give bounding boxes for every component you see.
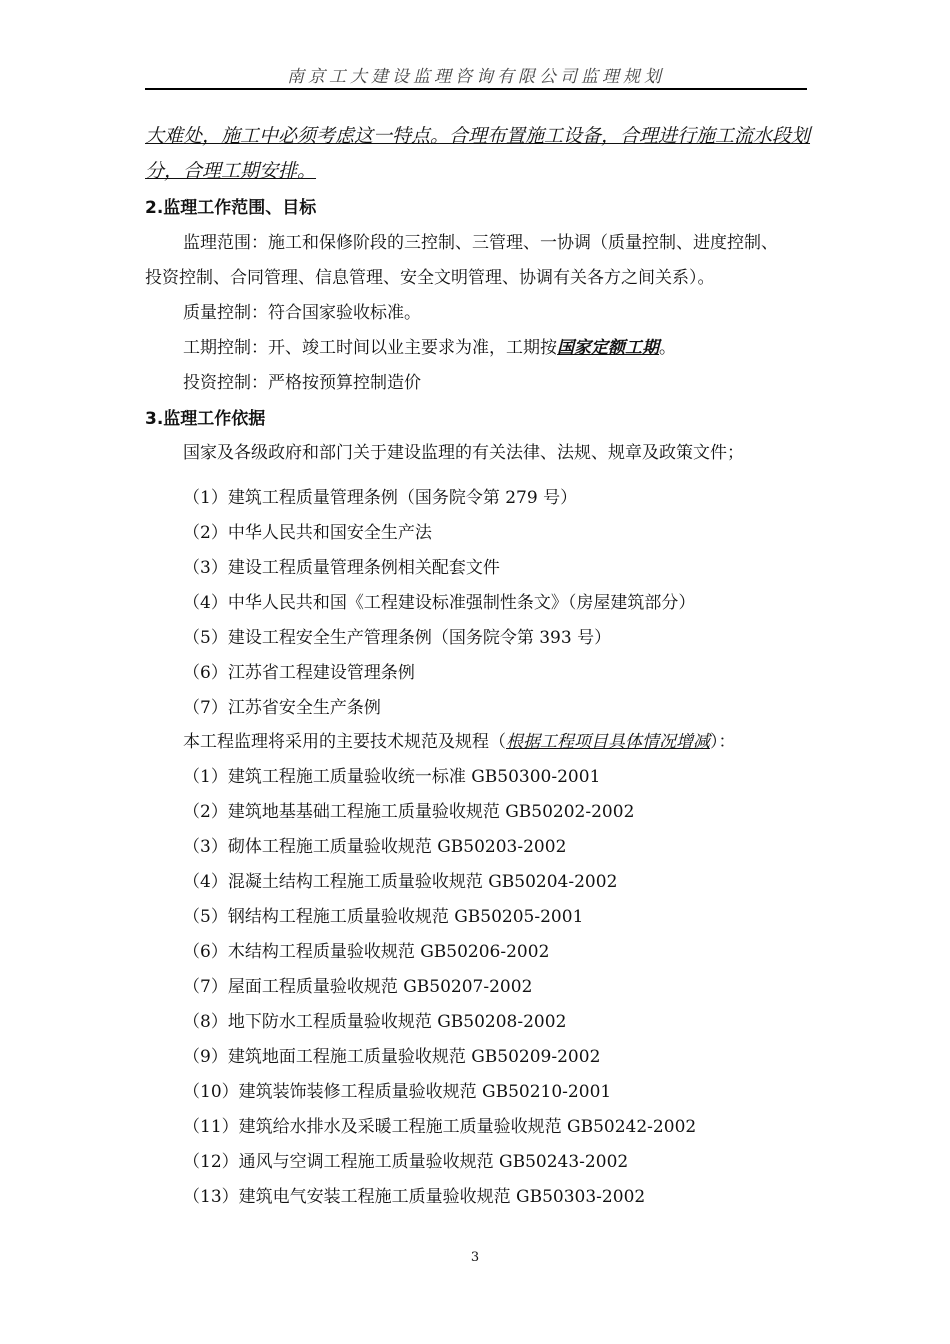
laws-intro: 国家及各级政府和部门关于建设监理的有关法律、法规、规章及政策文件； xyxy=(183,443,744,463)
intro-line-2: 分，合理工期安排。 xyxy=(145,160,317,182)
schedule-control xyxy=(183,336,676,360)
law-item: （2）中华人民共和国安全生产法 xyxy=(183,523,432,543)
section-2-heading: 2.监理工作范围、目标 xyxy=(145,198,317,218)
law-item: （4）中华人民共和国《工程建设标准强制性条文》（房屋建筑部分） xyxy=(183,593,696,613)
specs-intro-suffix: ）： xyxy=(710,732,736,752)
schedule-emphasis: 国家定额工期 xyxy=(557,338,659,358)
section-3-heading: 3.监理工作依据 xyxy=(145,409,266,429)
intro-line-1: 大难处，施工中必须考虑这一特点。合理布置施工设备，合理进行施工流水段划 xyxy=(145,125,811,147)
scope-line-1: 监理范围：施工和保修阶段的三控制、三管理、一协调（质量控制、进度控制、 xyxy=(183,233,778,253)
law-item: （3）建设工程质量管理条例相关配套文件 xyxy=(183,558,500,578)
schedule-prefix: 工期控制：开、竣工时间以业主要求为准，工期按 xyxy=(183,338,557,358)
quality-control: 质量控制：符合国家验收标准。 xyxy=(183,303,421,323)
investment-control: 投资控制：严格按预算控制造价 xyxy=(183,373,421,393)
specs-intro-emphasis: 根据工程项目具体情况增减 xyxy=(506,732,710,752)
specs-intro-prefix: 本工程监理将采用的主要技术规范及规程（ xyxy=(183,732,506,752)
spec-item: （11）建筑给水排水及采暖工程施工质量验收规范 GB50242-2002 xyxy=(183,1117,697,1137)
spec-item: （5）钢结构工程施工质量验收规范 GB50205-2001 xyxy=(183,907,584,927)
spec-item: （12）通风与空调工程施工质量验收规范 GB50243-2002 xyxy=(183,1152,629,1172)
spec-item: （7）屋面工程质量验收规范 GB50207-2002 xyxy=(183,977,533,997)
page-header: 南京工大建设监理咨询有限公司监理规划 xyxy=(145,62,807,90)
spec-item: （6）木结构工程质量验收规范 GB50206-2002 xyxy=(183,942,550,962)
spec-item: （9）建筑地面工程施工质量验收规范 GB50209-2002 xyxy=(183,1047,601,1067)
page-number: 3 xyxy=(470,1250,480,1265)
spec-item: （10）建筑装饰装修工程质量验收规范 GB50210-2001 xyxy=(183,1082,612,1102)
law-item: （7）江苏省安全生产条例 xyxy=(183,698,381,718)
spec-item: （8）地下防水工程质量验收规范 GB50208-2002 xyxy=(183,1012,567,1032)
spec-item: （4）混凝土结构工程施工质量验收规范 GB50204-2002 xyxy=(183,872,618,892)
spec-item: （1）建筑工程施工质量验收统一标准 GB50300-2001 xyxy=(183,767,601,787)
law-item: （1）建筑工程质量管理条例（国务院令第 279 号） xyxy=(183,488,578,508)
spec-item: （13）建筑电气安装工程施工质量验收规范 GB50303-2002 xyxy=(183,1187,646,1207)
spec-item: （3）砌体工程施工质量验收规范 GB50203-2002 xyxy=(183,837,567,857)
law-item: （5）建设工程安全生产管理条例（国务院令第 393 号） xyxy=(183,628,612,648)
law-item: （6）江苏省工程建设管理条例 xyxy=(183,663,415,683)
schedule-suffix: 。 xyxy=(659,338,676,358)
spec-item: （2）建筑地基基础工程施工质量验收规范 GB50202-2002 xyxy=(183,802,635,822)
scope-line-2: 投资控制、合同管理、信息管理、安全文明管理、协调有关各方之间关系）。 xyxy=(145,268,715,288)
specs-intro xyxy=(183,730,736,754)
